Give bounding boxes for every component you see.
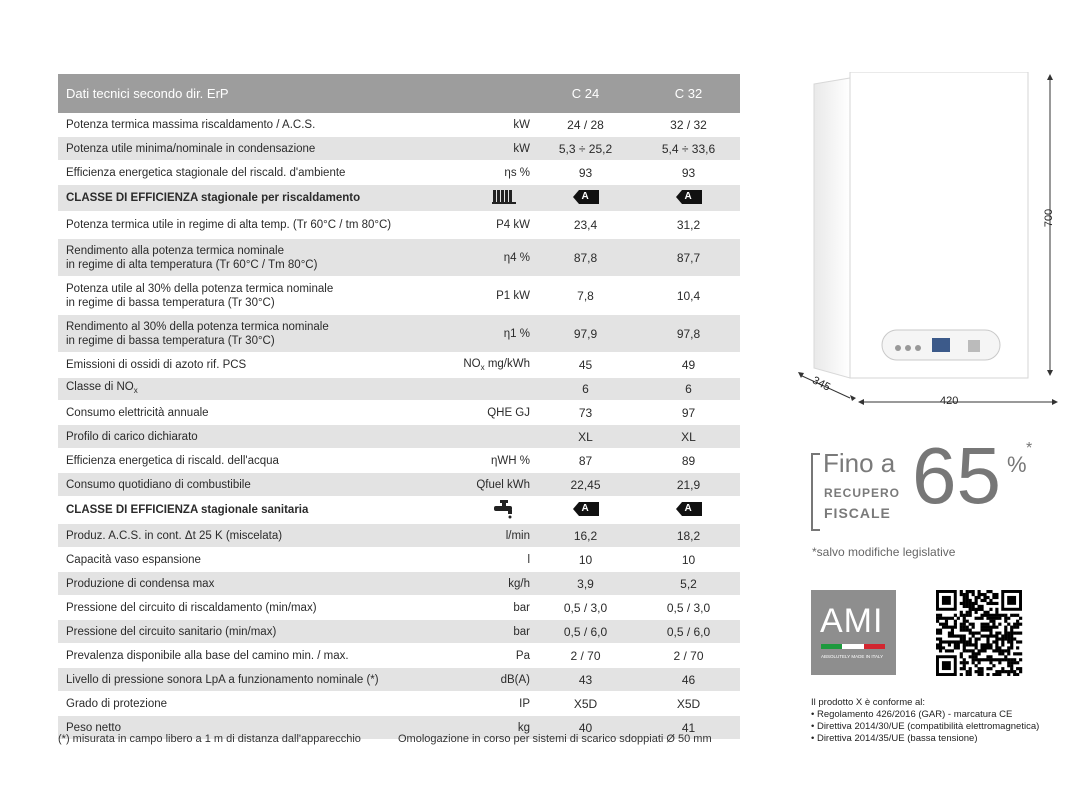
row-label <box>58 142 458 156</box>
row-unit-text: ηs % <box>504 166 530 179</box>
row-label <box>58 406 458 420</box>
value-c24: 5,3 ÷ 25,2 <box>558 141 613 156</box>
row-label <box>58 529 458 543</box>
value-c32: 46 <box>681 672 696 687</box>
row-unit-text: kg <box>517 721 530 734</box>
row-label-text: Livello di pressione sonora LpA a funzionamento nominale (*) <box>66 673 379 686</box>
row-label-text: Emissioni di ossidi di azoto rif. PCS <box>66 359 247 371</box>
conformity-item: • Direttiva 2014/30/UE (compatibilità elettromagnetica) <box>811 721 1040 732</box>
value-c24: XL <box>578 429 593 444</box>
value-c24: 3,9 <box>577 576 594 591</box>
table-row <box>58 572 740 596</box>
value-c32 <box>637 502 740 519</box>
row-label <box>58 282 458 310</box>
value-c32: 87,7 <box>676 250 701 265</box>
row-label-text: Efficienza energetica di riscald. dell'acqua <box>66 454 279 467</box>
row-label <box>58 166 458 180</box>
row-unit-text: l/min <box>505 529 530 542</box>
row-unit <box>458 479 534 491</box>
row-unit-text: P4 kW <box>496 219 530 231</box>
value-c24: 73 <box>578 405 593 420</box>
row-unit <box>458 530 534 542</box>
conformity-block <box>811 697 1039 745</box>
promo-percent-sign: % <box>1007 452 1027 477</box>
promo-percent-value: 65 <box>912 431 1001 520</box>
row-label <box>58 601 458 615</box>
table-row <box>58 277 740 315</box>
value-c24: 10 <box>578 552 593 567</box>
row-label-text: Produz. A.C.S. in cont. Δt 25 K (miscelata) <box>66 529 283 542</box>
row-unit <box>458 674 534 686</box>
row-unit-text: kW <box>513 118 530 131</box>
value-c32: 97 <box>681 405 696 420</box>
value-c32: 32 / 32 <box>670 117 707 132</box>
value-c24: 0,5 / 3,0 <box>563 600 608 615</box>
value-c24: 24 / 28 <box>567 117 604 132</box>
row-unit-text: Pa <box>515 649 530 662</box>
row-unit <box>458 188 534 209</box>
table-row <box>58 692 740 716</box>
row-label <box>58 380 458 398</box>
table-row <box>58 644 740 668</box>
promo-fino-a: Fino a <box>823 448 896 478</box>
row-label-text: Capacità vaso espansione <box>66 553 201 566</box>
row-label <box>58 358 458 372</box>
ami-tagline: ABSOLUTELY MADE IN ITALY <box>821 654 884 659</box>
header-c24: C 24 <box>571 86 600 101</box>
footnote-measurement: (*) misurata in campo libero a 1 m di distanza dall'apparecchio <box>58 733 361 745</box>
row-unit-text: IP <box>519 697 530 710</box>
row-label-subscript: x <box>133 386 138 395</box>
header-title: Dati tecnici secondo dir. ErP <box>66 86 229 101</box>
row-unit-text: NO <box>463 358 481 370</box>
row-label <box>58 649 458 663</box>
value-c32 <box>637 190 740 207</box>
row-label-text: Consumo elettricità annuale <box>66 406 209 419</box>
row-label-line2: in regime di bassa temperatura (Tr 30°C) <box>66 296 275 309</box>
energy-class-letter: A <box>684 502 692 514</box>
value-c32: 10,4 <box>676 288 701 303</box>
value-c32: 2 / 70 <box>673 648 704 663</box>
value-c32: 49 <box>681 358 696 372</box>
energy-class-a-badge <box>573 502 599 516</box>
row-unit <box>458 143 534 155</box>
value-c32: 31,2 <box>676 218 701 232</box>
qr-code-icon[interactable] <box>936 590 1024 676</box>
table-row <box>58 596 740 620</box>
value-c24: 87 <box>578 453 593 468</box>
row-label-text: Consumo quotidiano di combustibile <box>66 478 251 491</box>
row-label-line2: in regime di alta temperatura (Tr 60°C / Tm 80°C) <box>66 258 318 271</box>
row-unit <box>458 219 534 231</box>
row-label-text: CLASSE DI EFFICIENZA stagionale per riscaldamento <box>66 192 361 204</box>
promo-bracket <box>810 452 822 532</box>
row-label-text: Classe di NO <box>66 381 134 393</box>
value-c24: X5D <box>573 696 598 711</box>
value-c32: 97,8 <box>676 326 701 341</box>
row-unit-rest: mg/kWh <box>484 358 530 370</box>
row-unit <box>458 455 534 467</box>
row-label <box>58 218 458 232</box>
dim-height: 700 <box>1043 208 1056 228</box>
row-unit-text: dB(A) <box>500 673 530 686</box>
table-row <box>58 353 740 378</box>
value-c24: 7,8 <box>577 288 594 303</box>
row-unit-text: kW <box>513 142 530 155</box>
promo-note: *salvo modifiche legislative <box>812 545 956 559</box>
value-c32: 0,5 / 6,0 <box>666 624 711 639</box>
row-label <box>58 577 458 591</box>
row-label-text: Potenza termica utile in regime di alta temp. (Tr 60°C / tm 80°C) <box>66 219 392 231</box>
radiator-icon <box>492 188 516 206</box>
ami-logo <box>811 590 896 675</box>
row-unit <box>458 358 534 372</box>
row-unit <box>458 698 534 710</box>
value-c24: 2 / 70 <box>570 648 601 663</box>
value-c32: 18,2 <box>676 528 701 543</box>
spec-table <box>58 74 740 740</box>
value-c32: 0,5 / 3,0 <box>666 600 711 615</box>
promo-fiscale: FISCALE <box>824 505 891 521</box>
row-label-text: CLASSE DI EFFICIENZA stagionale sanitaria <box>66 504 309 516</box>
value-c32: 89 <box>681 453 696 468</box>
row-unit <box>458 626 534 638</box>
table-row <box>58 548 740 572</box>
value-c32: 93 <box>681 165 696 180</box>
row-label <box>58 673 458 687</box>
value-c24 <box>534 502 637 519</box>
value-c32: 21,9 <box>676 477 701 492</box>
row-unit <box>458 328 534 340</box>
table-row <box>58 212 740 239</box>
row-unit <box>458 499 534 522</box>
row-label-text: Pressione del circuito sanitario (min/max) <box>66 625 277 638</box>
header-c32: C 32 <box>674 86 703 101</box>
row-label-text: Efficienza energetica stagionale del riscald. d'ambiente <box>66 166 346 179</box>
value-c24 <box>534 190 637 207</box>
row-unit-text: bar <box>513 625 530 638</box>
footnote-homologation: Omologazione in corso per sistemi di scarico sdoppiati Ø 50 mm <box>398 733 712 745</box>
row-label-text: Potenza utile minima/nominale in condensazione <box>66 142 316 155</box>
row-unit-text: QHE GJ <box>487 406 530 419</box>
row-label <box>58 478 458 492</box>
value-c24: 0,5 / 6,0 <box>563 624 608 639</box>
row-unit-text: kg/h <box>508 577 530 590</box>
table-row <box>58 161 740 185</box>
row-unit-text: Qfuel kWh <box>476 478 530 491</box>
italian-flag-stripe <box>821 644 885 649</box>
table-row <box>58 137 740 161</box>
value-c24: 87,8 <box>573 250 598 265</box>
tax-recovery-promo <box>810 431 1050 534</box>
row-unit-text: ηWH % <box>491 454 530 467</box>
row-label-line2: in regime di bassa temperatura (Tr 30°C) <box>66 334 275 347</box>
table-row <box>58 497 740 524</box>
row-label-text: Produzione di condensa max <box>66 577 215 590</box>
conformity-item: • Direttiva 2014/35/UE (bassa tensione) <box>811 733 978 744</box>
row-unit <box>458 290 534 302</box>
row-unit <box>458 578 534 590</box>
row-unit <box>458 119 534 131</box>
value-c24: 16,2 <box>573 528 598 543</box>
table-row <box>58 524 740 548</box>
value-c32: XL <box>681 429 696 444</box>
energy-class-a-badge <box>573 190 599 204</box>
row-unit <box>458 554 534 566</box>
row-unit <box>458 722 534 734</box>
row-label <box>58 244 458 272</box>
table-row <box>58 315 740 353</box>
row-label <box>58 454 458 468</box>
row-label <box>58 625 458 639</box>
row-unit-text: P1 kW <box>496 289 530 302</box>
value-c24: 6 <box>582 382 589 396</box>
dimension-lines <box>790 70 1070 415</box>
value-c32: 6 <box>685 382 692 396</box>
value-c32: 5,4 ÷ 33,6 <box>661 141 716 156</box>
energy-class-a-badge <box>676 502 702 516</box>
row-label <box>58 553 458 567</box>
ami-logo-word: AMI <box>820 602 884 640</box>
row-label-text: Potenza utile al 30% della potenza termica nominale <box>66 282 334 295</box>
table-row <box>58 473 740 497</box>
energy-class-letter: A <box>581 502 589 514</box>
row-label <box>58 320 458 348</box>
table-row <box>58 449 740 473</box>
value-c24: 93 <box>578 165 593 180</box>
row-unit <box>458 602 534 614</box>
row-unit <box>458 252 534 264</box>
energy-class-a-badge <box>676 190 702 204</box>
table-row <box>58 401 740 425</box>
value-c24: 97,9 <box>573 326 598 341</box>
value-c32: 41 <box>681 720 696 735</box>
table-body <box>58 113 740 740</box>
value-c24: 23,4 <box>573 218 598 232</box>
row-label <box>58 191 458 205</box>
tap-icon <box>492 499 516 519</box>
row-unit-subscript: x <box>480 363 485 372</box>
value-c24: 43 <box>578 672 593 687</box>
value-c24: 40 <box>578 720 593 735</box>
conformity-title: Il prodotto X è conforme al: <box>811 697 926 708</box>
value-c32: 10 <box>681 552 696 567</box>
table-row <box>58 620 740 644</box>
table-row <box>58 378 740 401</box>
table-row <box>58 239 740 277</box>
table-row <box>58 425 740 449</box>
row-unit <box>458 167 534 179</box>
table-header <box>58 74 740 113</box>
conformity-item: • Regolamento 426/2016 (GAR) - marcatura CE <box>811 709 1013 720</box>
row-label-text: Grado di protezione <box>66 697 168 710</box>
row-unit-text: bar <box>513 601 530 614</box>
promo-recupero: RECUPERO <box>824 486 901 500</box>
row-unit <box>458 650 534 662</box>
dim-width: 420 <box>940 395 959 407</box>
promo-asterisk: * <box>1026 440 1033 457</box>
table-row <box>58 185 740 212</box>
table-row <box>58 668 740 692</box>
row-label-text: Prevalenza disponibile alla base del camino min. / max. <box>66 649 349 662</box>
row-label-text: Rendimento al 30% della potenza termica nominale <box>66 320 329 333</box>
row-label <box>58 503 458 517</box>
value-c24: 22,45 <box>570 477 601 492</box>
value-c24: 45 <box>578 358 593 372</box>
row-label <box>58 430 458 444</box>
row-unit-text: η4 % <box>503 251 530 264</box>
row-label-text: Pressione del circuito di riscaldamento (min/max) <box>66 601 317 614</box>
row-label-text: Rendimento alla potenza termica nominale <box>66 244 284 257</box>
row-unit <box>458 407 534 419</box>
table-row <box>58 113 740 137</box>
row-label <box>58 697 458 711</box>
row-label <box>58 118 458 132</box>
row-unit-text: l <box>527 553 530 566</box>
row-label-text: Potenza termica massima riscaldamento / A.C.S. <box>66 118 316 131</box>
energy-class-letter: A <box>581 190 589 202</box>
row-unit-text: η1 % <box>503 327 530 340</box>
energy-class-letter: A <box>684 190 692 202</box>
value-c32: X5D <box>676 696 701 711</box>
row-label-text: Peso netto <box>66 721 121 734</box>
row-label-text: Profilo di carico dichiarato <box>66 430 198 443</box>
value-c32: 5,2 <box>680 576 697 591</box>
dim-depth: 345 <box>810 374 833 394</box>
